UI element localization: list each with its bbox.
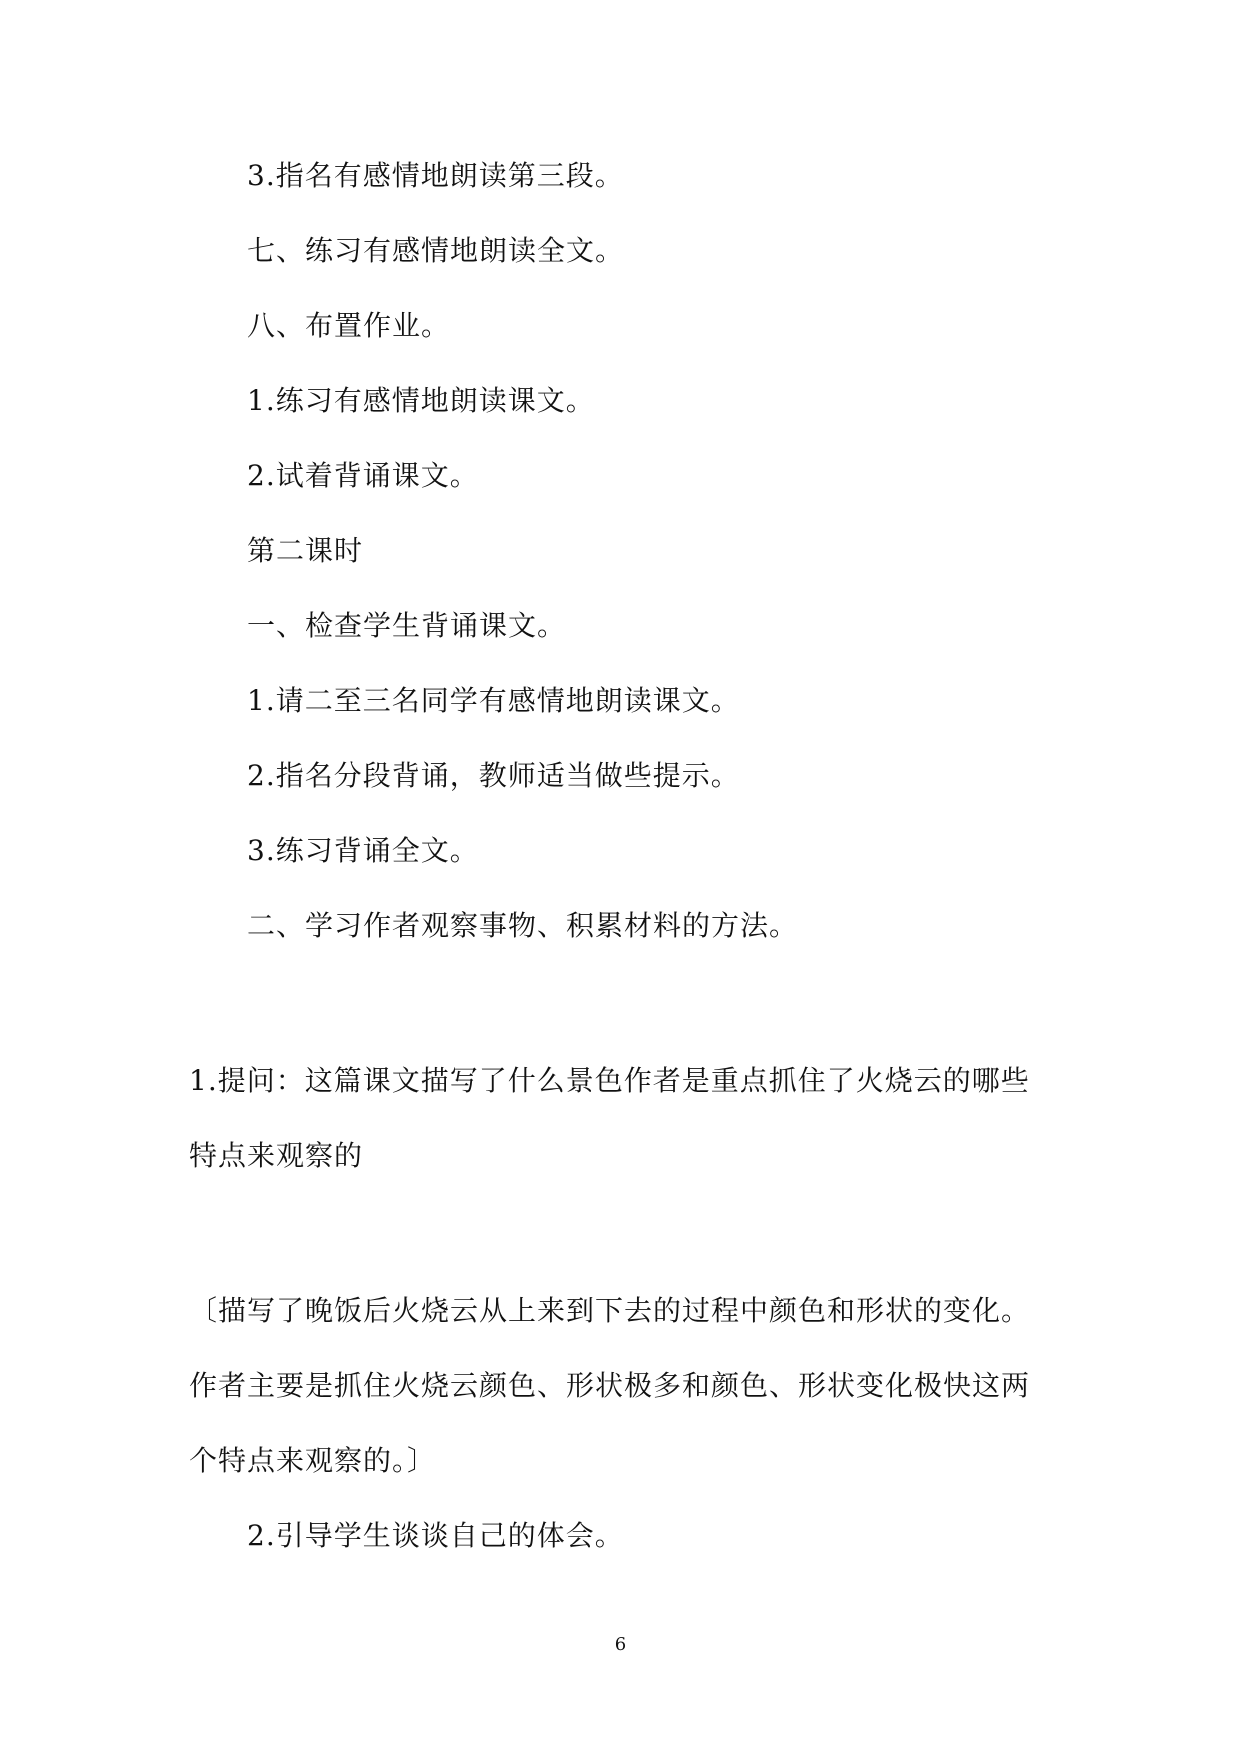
text-line: 一、检查学生背诵课文。: [247, 609, 567, 642]
text-line: 七、练习有感情地朗读全文。: [247, 234, 625, 267]
text-line: 3.指名有感情地朗读第三段。: [247, 159, 624, 192]
section-heading: 第二课时: [247, 534, 364, 567]
text-line: 3.练习背诵全文。: [247, 834, 479, 867]
text-line: 2.指名分段背诵，教师适当做些提示。: [247, 759, 740, 792]
text-line: 1.练习有感情地朗读课文。: [247, 384, 595, 417]
text-line: 二、学习作者观察事物、积累材料的方法。: [247, 909, 799, 942]
text-line: 2.引导学生谈谈自己的体会。: [247, 1519, 624, 1552]
page-number: 6: [614, 1634, 627, 1655]
text-line: 1.提问：这篇课文描写了什么景色作者是重点抓住了火烧云的哪些: [189, 1064, 1030, 1097]
text-line: 个特点来观察的。〕: [189, 1444, 437, 1477]
text-line: 作者主要是抓住火烧云颜色、形状极多和颜色、形状变化极快这两: [189, 1369, 1031, 1402]
text-line: 2.试着背诵课文。: [247, 459, 479, 492]
text-line: 〔描写了晚饭后火烧云从上来到下去的过程中颜色和形状的变化。: [189, 1294, 1031, 1327]
text-line: 八、布置作业。: [247, 309, 451, 342]
text-line: 特点来观察的: [189, 1139, 364, 1172]
text-line: 1.请二至三名同学有感情地朗读课文。: [247, 684, 740, 717]
